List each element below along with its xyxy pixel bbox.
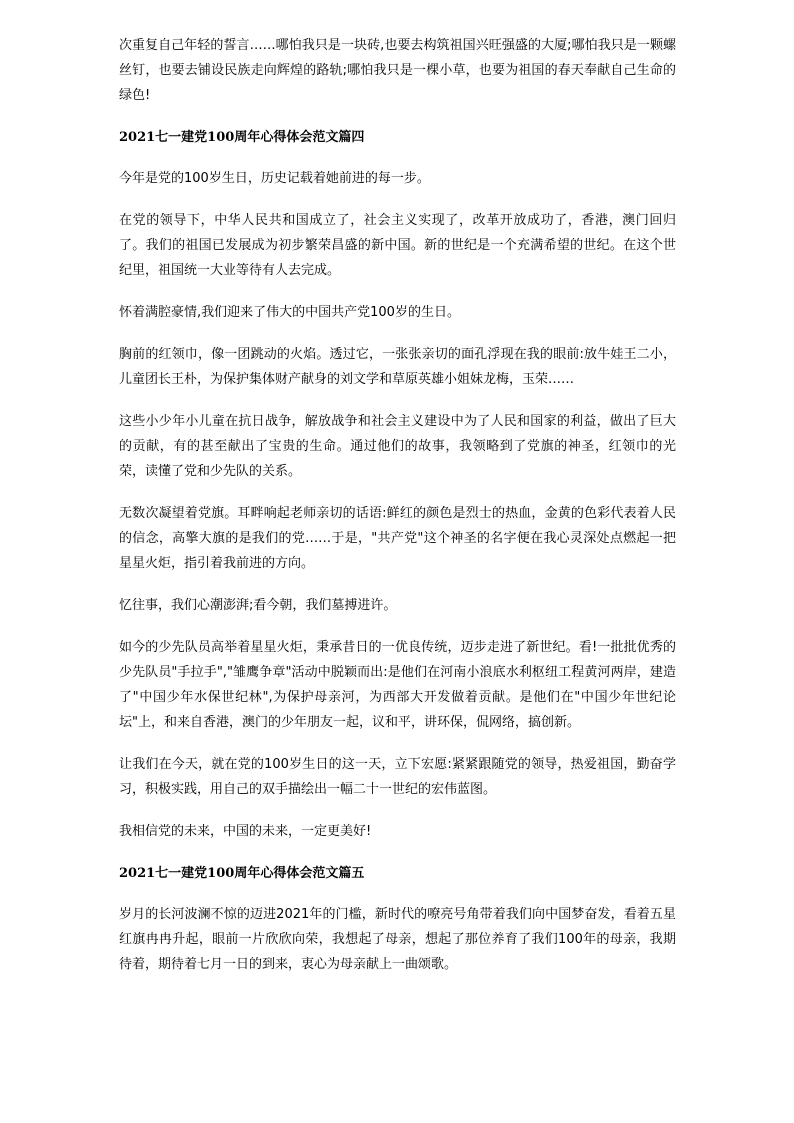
paragraph-belief: 我相信党的未来，中国的未来，一定更美好! xyxy=(119,824,372,839)
section-heading-five: 2021七一建党100周年心得体会范文篇五 xyxy=(119,866,365,881)
paragraph-river-of-time: 岁月的长河波澜不惊的迈进2021年的门槛，新时代的嘹亮号角带着我们向中国梦奋发，看着五星红旗冉冉升起，眼前一片欣欣向荣，我想起了母亲，想起了那位养育了我们100年的母亲，我期待着，期待着七月一日的到来，衷心为母亲献上一曲颂歌。 xyxy=(119,907,676,972)
paragraph-welcome: 怀着满腔豪情,我们迎来了伟大的中国共产党100岁的生日。 xyxy=(119,305,460,320)
paragraph-party-flag: 无数次凝望着党旗。耳畔响起老师亲切的话语:鲜红的颜色是烈士的热血，金黄的色彩代表着人民的信念，高擎大旗的是我们的党……于是，"共产党"这个神圣的名字便在我心灵深处点燃起一把星星火炬，指引着我前进的方向。 xyxy=(119,506,676,571)
paragraph-past-present: 忆往事，我们心潮澎湃;看今朝，我们墓搏进许。 xyxy=(119,598,397,613)
paragraph-young-pioneers: 如今的少先队员高举着星星火炬，秉承昔日的一优良传统，迈步走进了新世纪。看!一批批优秀的少先队员"手拉手","雏鹰争章"活动中脱颖而出:是他们在河南小浪底水利枢纽工程黄河两岸，建造了"中国少年水保世纪林",为保护母亲河，为西部大开发做着贡献。是他们在"中国少年世纪论坛"上，和来自香港，澳门的少年朋友一起，议和平，讲环保，侃网络，搞创新。 xyxy=(119,640,676,730)
paragraph-vow: 让我们在今天，就在党的100岁生日的这一天，立下宏愿:紧紧跟随党的领导，热爱祖国，勤奋学习，积极实践，用自己的双手描绘出一幅二十一世纪的宏伟蓝图。 xyxy=(119,757,676,797)
paragraph-red-scarf: 胸前的红领巾，像一团跳动的火焰。透过它，一张张亲切的面孔浮现在我的眼前:放牛娃王二小，儿童团长王朴，为保护集体财产献身的刘文学和草原英雄小姐妹龙梅，玉荣…… xyxy=(119,347,676,387)
paragraph-birthday: 今年是党的100岁生日，历史记载着她前进的每一步。 xyxy=(119,171,430,186)
paragraph-young-heroes: 这些小少年小儿童在抗日战争，解放战争和社会主义建设中为了人民和国家的利益，做出了巨大的贡献，有的甚至献出了宝贵的生命。通过他们的故事，我领略到了党旗的神圣，红领巾的光荣，读懂了党和少先队的关系。 xyxy=(119,414,676,479)
section-heading-four: 2021七一建党100周年心得体会范文篇四 xyxy=(119,130,365,145)
paragraph-leadership: 在党的领导下，中华人民共和国成立了，社会主义实现了，改革开放成功了，香港，澳门回归了。我们的祖国已发展成为初步繁荣昌盛的新中国。新的世纪是一个充满希望的世纪。在这个世纪里，祖国统一大业等待有人去完成。 xyxy=(119,213,676,278)
paragraph-oath: 次重复自己年轻的誓言……哪怕我只是一块砖,也要去构筑祖国兴旺强盛的大厦;哪怕我只是一颗螺丝钉，也要去铺设民族走向辉煌的路轨;哪怕我只是一棵小草，也要为祖国的春天奉献自己生命的绿色! xyxy=(119,38,676,103)
